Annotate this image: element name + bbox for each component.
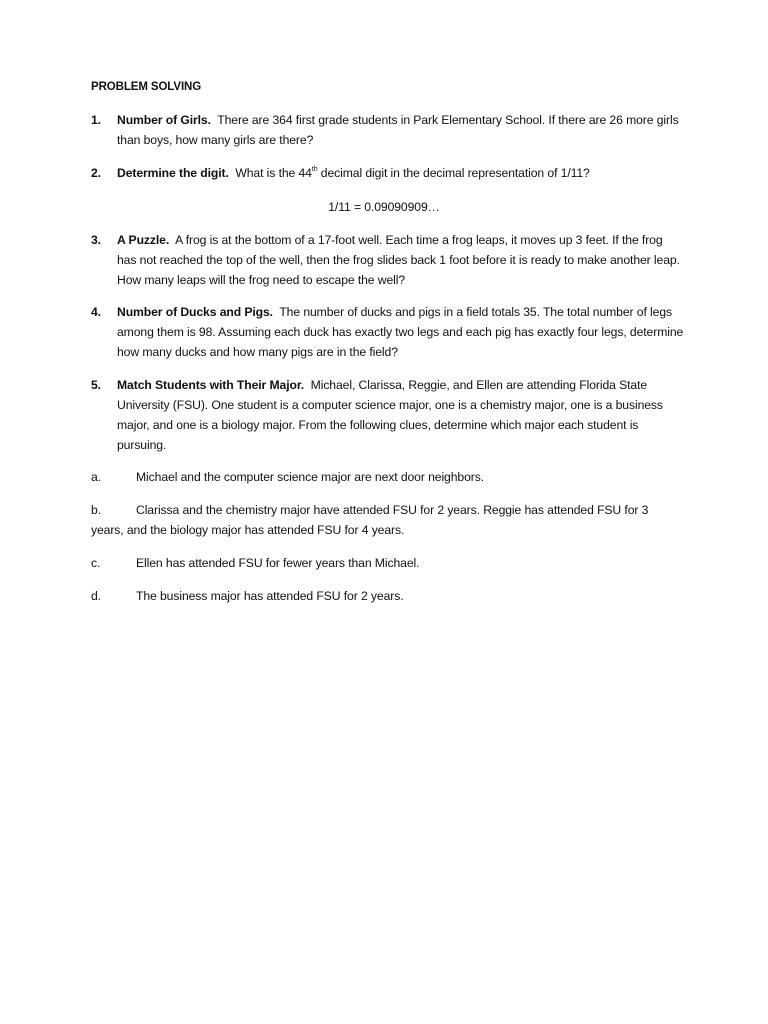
problem-5 bbox=[91, 375, 691, 455]
problem-number: 5. bbox=[91, 378, 101, 392]
problem-number: 3. bbox=[91, 233, 101, 247]
problem-body bbox=[117, 375, 685, 455]
problem-heading: Number of Ducks and Pigs. bbox=[117, 305, 273, 319]
clue-c bbox=[91, 553, 681, 573]
clue-b bbox=[91, 500, 681, 540]
problem-text: A frog is at the bottom of a 17-foot well. Each time a frog leaps, it moves up 3 feet. If the frog has not reached the top of the well, then the frog slides back 1 foot before it is ready to make another leap. How many leaps will the frog need to escape the well? bbox=[117, 233, 680, 287]
ordinal-superscript: th bbox=[311, 166, 318, 173]
problem-heading: Number of Girls. bbox=[117, 113, 211, 127]
equation: 1/11 = 0.09090909… bbox=[328, 200, 440, 214]
clue-letter: a. bbox=[91, 470, 101, 484]
problem-number: 2. bbox=[91, 166, 101, 180]
clue-letter: b. bbox=[91, 503, 101, 517]
clue-text: Clarissa and the chemistry major have attended FSU for 2 years. Reggie has attended FSU for 3 years, and the biology major has attended FSU for 4 years. bbox=[91, 503, 649, 537]
clue-text: The business major has attended FSU for 2 years. bbox=[136, 589, 404, 603]
problem-body bbox=[117, 163, 685, 183]
problem-heading: Match Students with Their Major. bbox=[117, 378, 305, 392]
problem-number: 1. bbox=[91, 113, 101, 127]
problem-text-start: What is the 44 bbox=[235, 166, 312, 180]
problem-1 bbox=[91, 110, 691, 150]
clue-d bbox=[91, 586, 681, 606]
problem-4 bbox=[91, 302, 691, 362]
clue-text: Michael and the computer science major are next door neighbors. bbox=[136, 470, 485, 484]
problem-3 bbox=[91, 230, 691, 290]
problem-number: 4. bbox=[91, 305, 101, 319]
problem-body bbox=[117, 230, 685, 290]
problem-heading: A Puzzle. bbox=[117, 233, 170, 247]
clue-letter: d. bbox=[91, 589, 101, 603]
page-title: PROBLEM SOLVING bbox=[91, 81, 202, 93]
clue-text: Ellen has attended FSU for fewer years than Michael. bbox=[136, 556, 420, 570]
problem-heading: Determine the digit. bbox=[117, 166, 229, 180]
problem-text: Michael, Clarissa, Reggie, and Ellen are attending Florida State University (FSU). One student is a computer science major, one is a chemistry major, one is a business major, and one is a biology major. From the following clues, determine which major each student is pursuing. bbox=[117, 378, 663, 452]
problem-body bbox=[117, 110, 685, 150]
clue-a bbox=[91, 467, 681, 487]
problem-2 bbox=[91, 163, 691, 183]
problem-body bbox=[117, 302, 685, 362]
problem-text: There are 364 first grade students in Park Elementary School. If there are 26 more girls than boys, how many girls are there? bbox=[117, 113, 679, 147]
problem-text-end: decimal digit in the decimal representation of 1/11? bbox=[317, 166, 590, 180]
problem-text: The number of ducks and pigs in a field totals 35. The total number of legs among them is 98. Assuming each duck has exactly two legs and each pig has exactly four legs, determine how many ducks and how many pigs are in the field? bbox=[117, 305, 684, 359]
clue-letter: c. bbox=[91, 556, 101, 570]
